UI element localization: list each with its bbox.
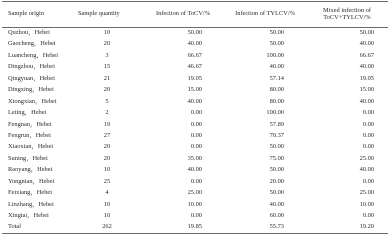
table-row bbox=[2, 73, 388, 84]
cell-mixed: 0.00 bbox=[362, 177, 374, 185]
cell-mixed: 66.67 bbox=[359, 51, 374, 59]
cell-tylcv: 57.14 bbox=[269, 74, 284, 82]
header-mixed-infection: Mixed infection of ToCV+TYLCV/% bbox=[306, 2, 388, 28]
cell-tylcv: 100.00 bbox=[266, 51, 284, 59]
table-row bbox=[2, 119, 388, 130]
table-row bbox=[2, 62, 388, 73]
cell-tylcv: 80.00 bbox=[269, 86, 284, 94]
cell-sample-origin: Feixiang，Hebei bbox=[8, 189, 53, 197]
cell-tocv: 46.67 bbox=[187, 63, 202, 71]
cell-tocv: 0.00 bbox=[190, 177, 202, 185]
cell-tocv: 19.05 bbox=[187, 74, 202, 82]
cell-sample-origin: Total bbox=[2, 222, 72, 233]
cell-mixed: 19.05 bbox=[359, 74, 374, 82]
cell-sample-origin: Dingxing，Hebei bbox=[8, 86, 54, 94]
table-row bbox=[2, 130, 388, 141]
cell-sample-origin: Suning，Hebei bbox=[8, 154, 48, 162]
cell-sample-origin: Dingzhou，Hebei bbox=[8, 63, 55, 71]
cell-tocv: 40.00 bbox=[187, 97, 202, 105]
table-row bbox=[2, 85, 388, 96]
infection-table bbox=[2, 1, 388, 234]
cell-tylcv: 75.00 bbox=[269, 154, 284, 162]
cell-mixed: 19.20 bbox=[306, 222, 388, 233]
table-row bbox=[2, 176, 388, 187]
cell-tylcv: 60.00 bbox=[269, 212, 284, 220]
cell-tocv: 40.00 bbox=[187, 166, 202, 174]
cell-tylcv: 57.89 bbox=[269, 120, 284, 128]
table-row bbox=[2, 96, 388, 107]
cell-sample-quantity: 262 bbox=[72, 222, 142, 233]
cell-mixed: 0.00 bbox=[362, 131, 374, 139]
cell-sample-quantity: 21 bbox=[103, 74, 111, 82]
cell-sample-quantity: 10 bbox=[103, 200, 111, 208]
cell-tylcv: 50.00 bbox=[269, 189, 284, 197]
cell-mixed: 40.00 bbox=[359, 40, 374, 48]
table-row bbox=[2, 165, 388, 176]
cell-sample-quantity: 10 bbox=[103, 166, 111, 174]
cell-sample-origin: Xingtai，Hebei bbox=[8, 212, 49, 220]
cell-mixed: 40.00 bbox=[359, 166, 374, 174]
table-row bbox=[2, 50, 388, 61]
cell-sample-quantity: 19 bbox=[103, 120, 111, 128]
cell-mixed: 0.00 bbox=[362, 120, 374, 128]
cell-sample-origin: Raoyang，Hebei bbox=[8, 166, 53, 174]
cell-tylcv: 100.00 bbox=[266, 109, 284, 117]
cell-mixed: 0.00 bbox=[362, 109, 374, 117]
cell-sample-origin: Fengnan，Hebei bbox=[8, 120, 52, 128]
cell-mixed: 40.00 bbox=[359, 97, 374, 105]
header-sample-quantity: Sample quantity bbox=[72, 2, 142, 28]
cell-mixed: 0.00 bbox=[362, 212, 374, 220]
cell-tocv: 0.00 bbox=[190, 120, 202, 128]
cell-sample-quantity: 20 bbox=[103, 154, 111, 162]
cell-sample-quantity: 15 bbox=[103, 63, 111, 71]
cell-tylcv: 50.00 bbox=[269, 143, 284, 151]
table-row bbox=[2, 108, 388, 119]
cell-sample-origin: Qingyuan，Hebei bbox=[8, 74, 55, 82]
table-header bbox=[2, 2, 388, 28]
table-row bbox=[2, 39, 388, 50]
cell-tocv: 10.00 bbox=[187, 200, 202, 208]
cell-tocv: 15.00 bbox=[187, 86, 202, 94]
cell-tocv: 0.00 bbox=[190, 143, 202, 151]
cell-sample-origin: Gaocheng，Hebei bbox=[8, 40, 56, 48]
cell-sample-origin: Fengrun，Hebei bbox=[8, 131, 51, 139]
cell-tocv: 0.00 bbox=[190, 212, 202, 220]
cell-tylcv: 80.00 bbox=[269, 97, 284, 105]
cell-tocv: 0.00 bbox=[190, 109, 202, 117]
cell-sample-quantity: 10 bbox=[103, 29, 111, 37]
cell-mixed: 10.00 bbox=[359, 200, 374, 208]
cell-tocv: 0.00 bbox=[190, 131, 202, 139]
table-body bbox=[2, 28, 388, 234]
table-row bbox=[2, 28, 388, 39]
cell-sample-quantity: 2 bbox=[105, 109, 109, 117]
cell-sample-quantity: 20 bbox=[103, 40, 111, 48]
cell-mixed: 40.00 bbox=[359, 63, 374, 71]
cell-sample-origin: Linzhang，Hebei bbox=[8, 200, 54, 208]
cell-tocv: 50.00 bbox=[187, 29, 202, 37]
header-tocv-infection: Infection of ToCV/% bbox=[142, 2, 224, 28]
cell-tylcv: 20.00 bbox=[269, 177, 284, 185]
cell-mixed: 0.00 bbox=[362, 143, 374, 151]
cell-tocv: 35.00 bbox=[187, 154, 202, 162]
cell-sample-quantity: 25 bbox=[103, 177, 111, 185]
table-row-total bbox=[2, 222, 388, 233]
cell-tylcv: 40.00 bbox=[269, 200, 284, 208]
cell-mixed: 25.00 bbox=[359, 189, 374, 197]
table-row bbox=[2, 142, 388, 153]
cell-sample-quantity: 4 bbox=[105, 189, 109, 197]
cell-tocv: 66.67 bbox=[187, 51, 202, 59]
cell-tylcv: 50.00 bbox=[269, 166, 284, 174]
cell-sample-quantity: 5 bbox=[105, 97, 109, 105]
cell-tocv: 19.85 bbox=[142, 222, 224, 233]
table-row bbox=[2, 211, 388, 222]
cell-sample-origin: Quzhou，Hebei bbox=[8, 29, 50, 37]
header-tylcv-infection: Infection of TYLCV/% bbox=[224, 2, 306, 28]
cell-tylcv: 55.73 bbox=[224, 222, 306, 233]
cell-tocv: 25.00 bbox=[187, 189, 202, 197]
cell-sample-origin: Luancheng，Hebei bbox=[8, 51, 59, 59]
cell-sample-quantity: 20 bbox=[103, 86, 111, 94]
cell-tylcv: 50.00 bbox=[269, 29, 284, 37]
cell-mixed: 25.00 bbox=[359, 154, 374, 162]
table-row bbox=[2, 199, 388, 210]
cell-sample-origin: Xiongxian，Hebei bbox=[8, 97, 57, 105]
header-sample-origin: Sample origin bbox=[2, 2, 72, 28]
cell-tylcv: 70.37 bbox=[269, 131, 284, 139]
cell-sample-origin: Xiaoxian，Hebei bbox=[8, 143, 54, 151]
table-row bbox=[2, 188, 388, 199]
cell-sample-quantity: 27 bbox=[103, 131, 111, 139]
cell-tylcv: 50.00 bbox=[269, 40, 284, 48]
cell-sample-quantity: 3 bbox=[105, 51, 109, 59]
cell-mixed: 50.00 bbox=[359, 29, 374, 37]
cell-tocv: 40.00 bbox=[187, 40, 202, 48]
table-row bbox=[2, 153, 388, 164]
cell-sample-quantity: 10 bbox=[103, 212, 111, 220]
cell-tylcv: 40.00 bbox=[269, 63, 284, 71]
cell-sample-origin: Leting，Hebei bbox=[8, 109, 47, 117]
cell-sample-origin: Yongnian，Hebei bbox=[8, 177, 55, 185]
cell-sample-quantity: 20 bbox=[103, 143, 111, 151]
cell-mixed: 15.00 bbox=[359, 86, 374, 94]
